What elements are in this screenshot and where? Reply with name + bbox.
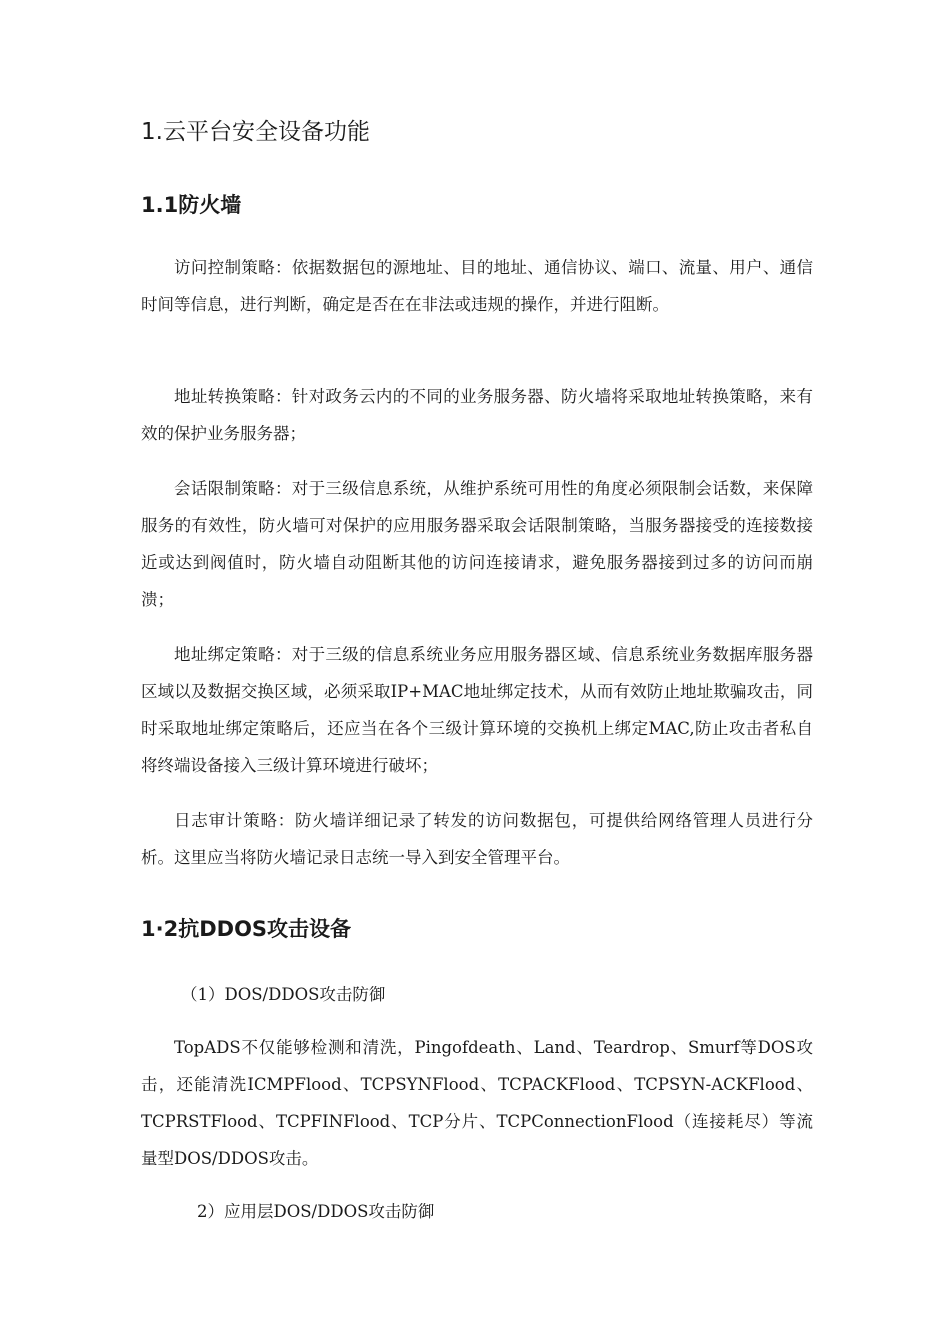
paragraph-access-control: 访问控制策略：依据数据包的源地址、目的地址、通信协议、端口、流量、用户、通信时间等信息，进行判断，确定是否在在非法或违规的操作，并进行阻断。: [141, 258, 813, 314]
subheading-dos-defense: （1）DOS/DDOS攻击防御: [181, 985, 386, 1004]
section-heading-ddos: 1·2抗DDOS攻击设备: [141, 917, 352, 941]
section-heading-firewall: 1.1防火墙: [141, 193, 242, 217]
paragraph-session-limit: 会话限制策略：对于三级信息系统，从维护系统可用性的角度必须限制会话数，来保障服务的有效性，防火墙可对保护的应用服务器采取会话限制策略，当服务器接受的连接数接近或达到阀值时，防火墙自动阻断其他的访问连接请求，避免服务器接到过多的访问而崩溃；: [141, 479, 813, 609]
paragraph-address-binding: 地址绑定策略：对于三级的信息系统业务应用服务器区域、信息系统业务数据库服务器区域以及数据交换区域，必须采取IP+MAC地址绑定技术，从而有效防止地址欺骗攻击，同时采取地址绑定策略后，还应当在各个三级计算环境的交换机上绑定MAC,防止攻击者私自将终端设备接入三级计算环境进行破坏；: [141, 645, 813, 775]
paragraph-log-audit: 日志审计策略：防火墙详细记录了转发的访问数据包，可提供给网络管理人员进行分析。这里应当将防火墙记录日志统一导入到安全管理平台。: [141, 811, 813, 867]
document-title: 1.云平台安全设备功能: [141, 119, 370, 145]
paragraph-topads: TopADS不仅能够检测和清洗，Pingofdeath、Land、Teardrop、Smurf等DOS攻击，还能清洗ICMPFlood、TCPSYNFlood、TCPACKFlood、TCPSYN-ACKFlood、TCPRSTFlood、TCPFINFlood、TCP分片、TCPConnectionFlood（连接耗尽）等流量型DOS/DDOS攻击。: [141, 1038, 813, 1168]
subheading-app-layer-defense: 2）应用层DOS/DDOS攻击防御: [197, 1202, 435, 1221]
paragraph-address-translation: 地址转换策略：针对政务云内的不同的业务服务器、防火墙将采取地址转换策略，来有效的保护业务服务器；: [141, 387, 813, 443]
